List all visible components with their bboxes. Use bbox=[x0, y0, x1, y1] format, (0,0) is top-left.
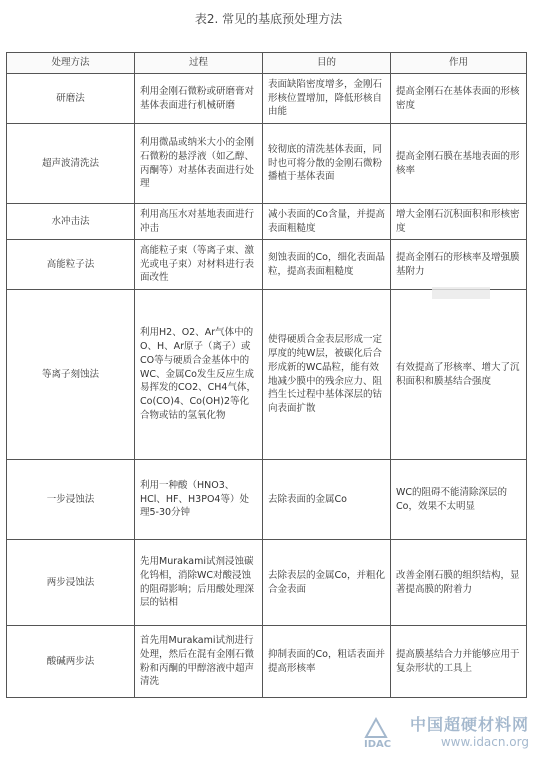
cell-method: 水冲击法 bbox=[7, 204, 135, 240]
header-goal: 目的 bbox=[263, 53, 391, 74]
cell-goal: 较彻底的清洗基体表面，同时也可将分散的金刚石微粉播植于基体表面 bbox=[263, 124, 391, 204]
table-row bbox=[7, 204, 527, 240]
cell-effect: 提高金刚石在基体表面的形核密度 bbox=[391, 74, 527, 124]
table-row bbox=[7, 124, 527, 204]
cell-goal: 减小表面的Co含量，并提高表面粗糙度 bbox=[263, 204, 391, 240]
cell-method: 一步浸蚀法 bbox=[7, 460, 135, 540]
table-row bbox=[7, 540, 527, 626]
header-effect: 作用 bbox=[391, 53, 527, 74]
cell-method: 高能粒子法 bbox=[7, 240, 135, 290]
pretreatment-table bbox=[6, 52, 527, 698]
watermark-site-name: 中国超硬材料网 bbox=[409, 715, 529, 734]
cell-effect: 改善金刚石膜的组织结构，显著提高膜的附着力 bbox=[391, 540, 527, 626]
header-process: 过程 bbox=[135, 53, 263, 74]
cell-process: 先用Murakami试剂浸蚀碳化钨相，消除WC对酸浸蚀的阻碍影响；后用酸处理深层的钴相 bbox=[135, 540, 263, 626]
cell-effect: 提高膜基结合力并能够应用于复杂形状的工具上 bbox=[391, 626, 527, 698]
cell-process: 利用金刚石微粉或研磨膏对基体表面进行机械研磨 bbox=[135, 74, 263, 124]
cell-goal: 去除表层的金属Co，并粗化合金表面 bbox=[263, 540, 391, 626]
header-method: 处理方法 bbox=[7, 53, 135, 74]
cell-process: 利用H2、O2、Ar气体中的O、H、Ar原子（离子）或CO等与硬质合金基体中的WC、金属Co发生反应生成易挥发的CO2、CH4气体，Co(CO)4、Co(OH)2等化合物或钴的氢氧化物 bbox=[135, 290, 263, 460]
table-caption: 表2. 常见的基底预处理方法 bbox=[194, 12, 343, 26]
cell-goal: 刻蚀表面的Co，细化表面晶粒，提高表面粗糙度 bbox=[263, 240, 391, 290]
cell-process: 利用一种酸（HNO3、HCl、HF、H3PO4等）处理5-30分钟 bbox=[135, 460, 263, 540]
cell-effect: 提高金刚石的形核率及增强膜基附力 bbox=[391, 240, 527, 290]
table-row bbox=[7, 460, 527, 540]
cell-effect: WC的阻碍不能清除深层的Co，效果不太明显 bbox=[391, 460, 527, 540]
cell-effect: 有效提高了形核率、增大了沉积面积和膜基结合强度 bbox=[391, 290, 527, 460]
cell-goal: 抑制表面的Co，粗话表面并提高形核率 bbox=[263, 626, 391, 698]
table-row bbox=[7, 290, 527, 460]
cell-method: 研磨法 bbox=[7, 74, 135, 124]
cell-effect: 提高金刚石膜在基地表面的形核率 bbox=[391, 124, 527, 204]
cell-process: 高能粒子束（等离子束、激光或电子束）对材料进行表面改性 bbox=[135, 240, 263, 290]
watermark bbox=[362, 712, 529, 749]
table-row bbox=[7, 240, 527, 290]
table-row bbox=[7, 626, 527, 698]
logo-text: IDAC bbox=[363, 739, 392, 749]
cell-goal: 使得硬质合金表层形成一定厚度的纯W层，被碳化后合形成新的WC晶粒，能有效地减少膜中的残余应力、阻挡生长过程中基体深层的钴向表面扩散 bbox=[263, 290, 391, 460]
cell-process: 利用高压水对基地表面进行冲击 bbox=[135, 204, 263, 240]
watermark-url: www.idacn.org bbox=[440, 735, 529, 749]
table-row bbox=[7, 74, 527, 124]
idac-logo-icon bbox=[362, 715, 404, 749]
table-header-row bbox=[7, 53, 527, 74]
cell-effect: 增大金刚石沉积面积和形核密度 bbox=[391, 204, 527, 240]
image-smudge bbox=[432, 287, 490, 299]
cell-process: 首先用Murakami试剂进行处理，然后在混有金刚石微粉和丙酮的甲醇溶液中超声清洗 bbox=[135, 626, 263, 698]
cell-method: 超声波清洗法 bbox=[7, 124, 135, 204]
cell-method: 两步浸蚀法 bbox=[7, 540, 135, 626]
cell-goal: 去除表面的金属Co bbox=[263, 460, 391, 540]
cell-method: 酸碱两步法 bbox=[7, 626, 135, 698]
cell-process: 利用微晶或纳米大小的金刚石微粉的悬浮液（如乙醇、丙酮等）对基体表面进行处理 bbox=[135, 124, 263, 204]
cell-method: 等离子刻蚀法 bbox=[7, 290, 135, 460]
cell-goal: 表面缺陷密度增多，金刚石形核位置增加，降低形核自由能 bbox=[263, 74, 391, 124]
